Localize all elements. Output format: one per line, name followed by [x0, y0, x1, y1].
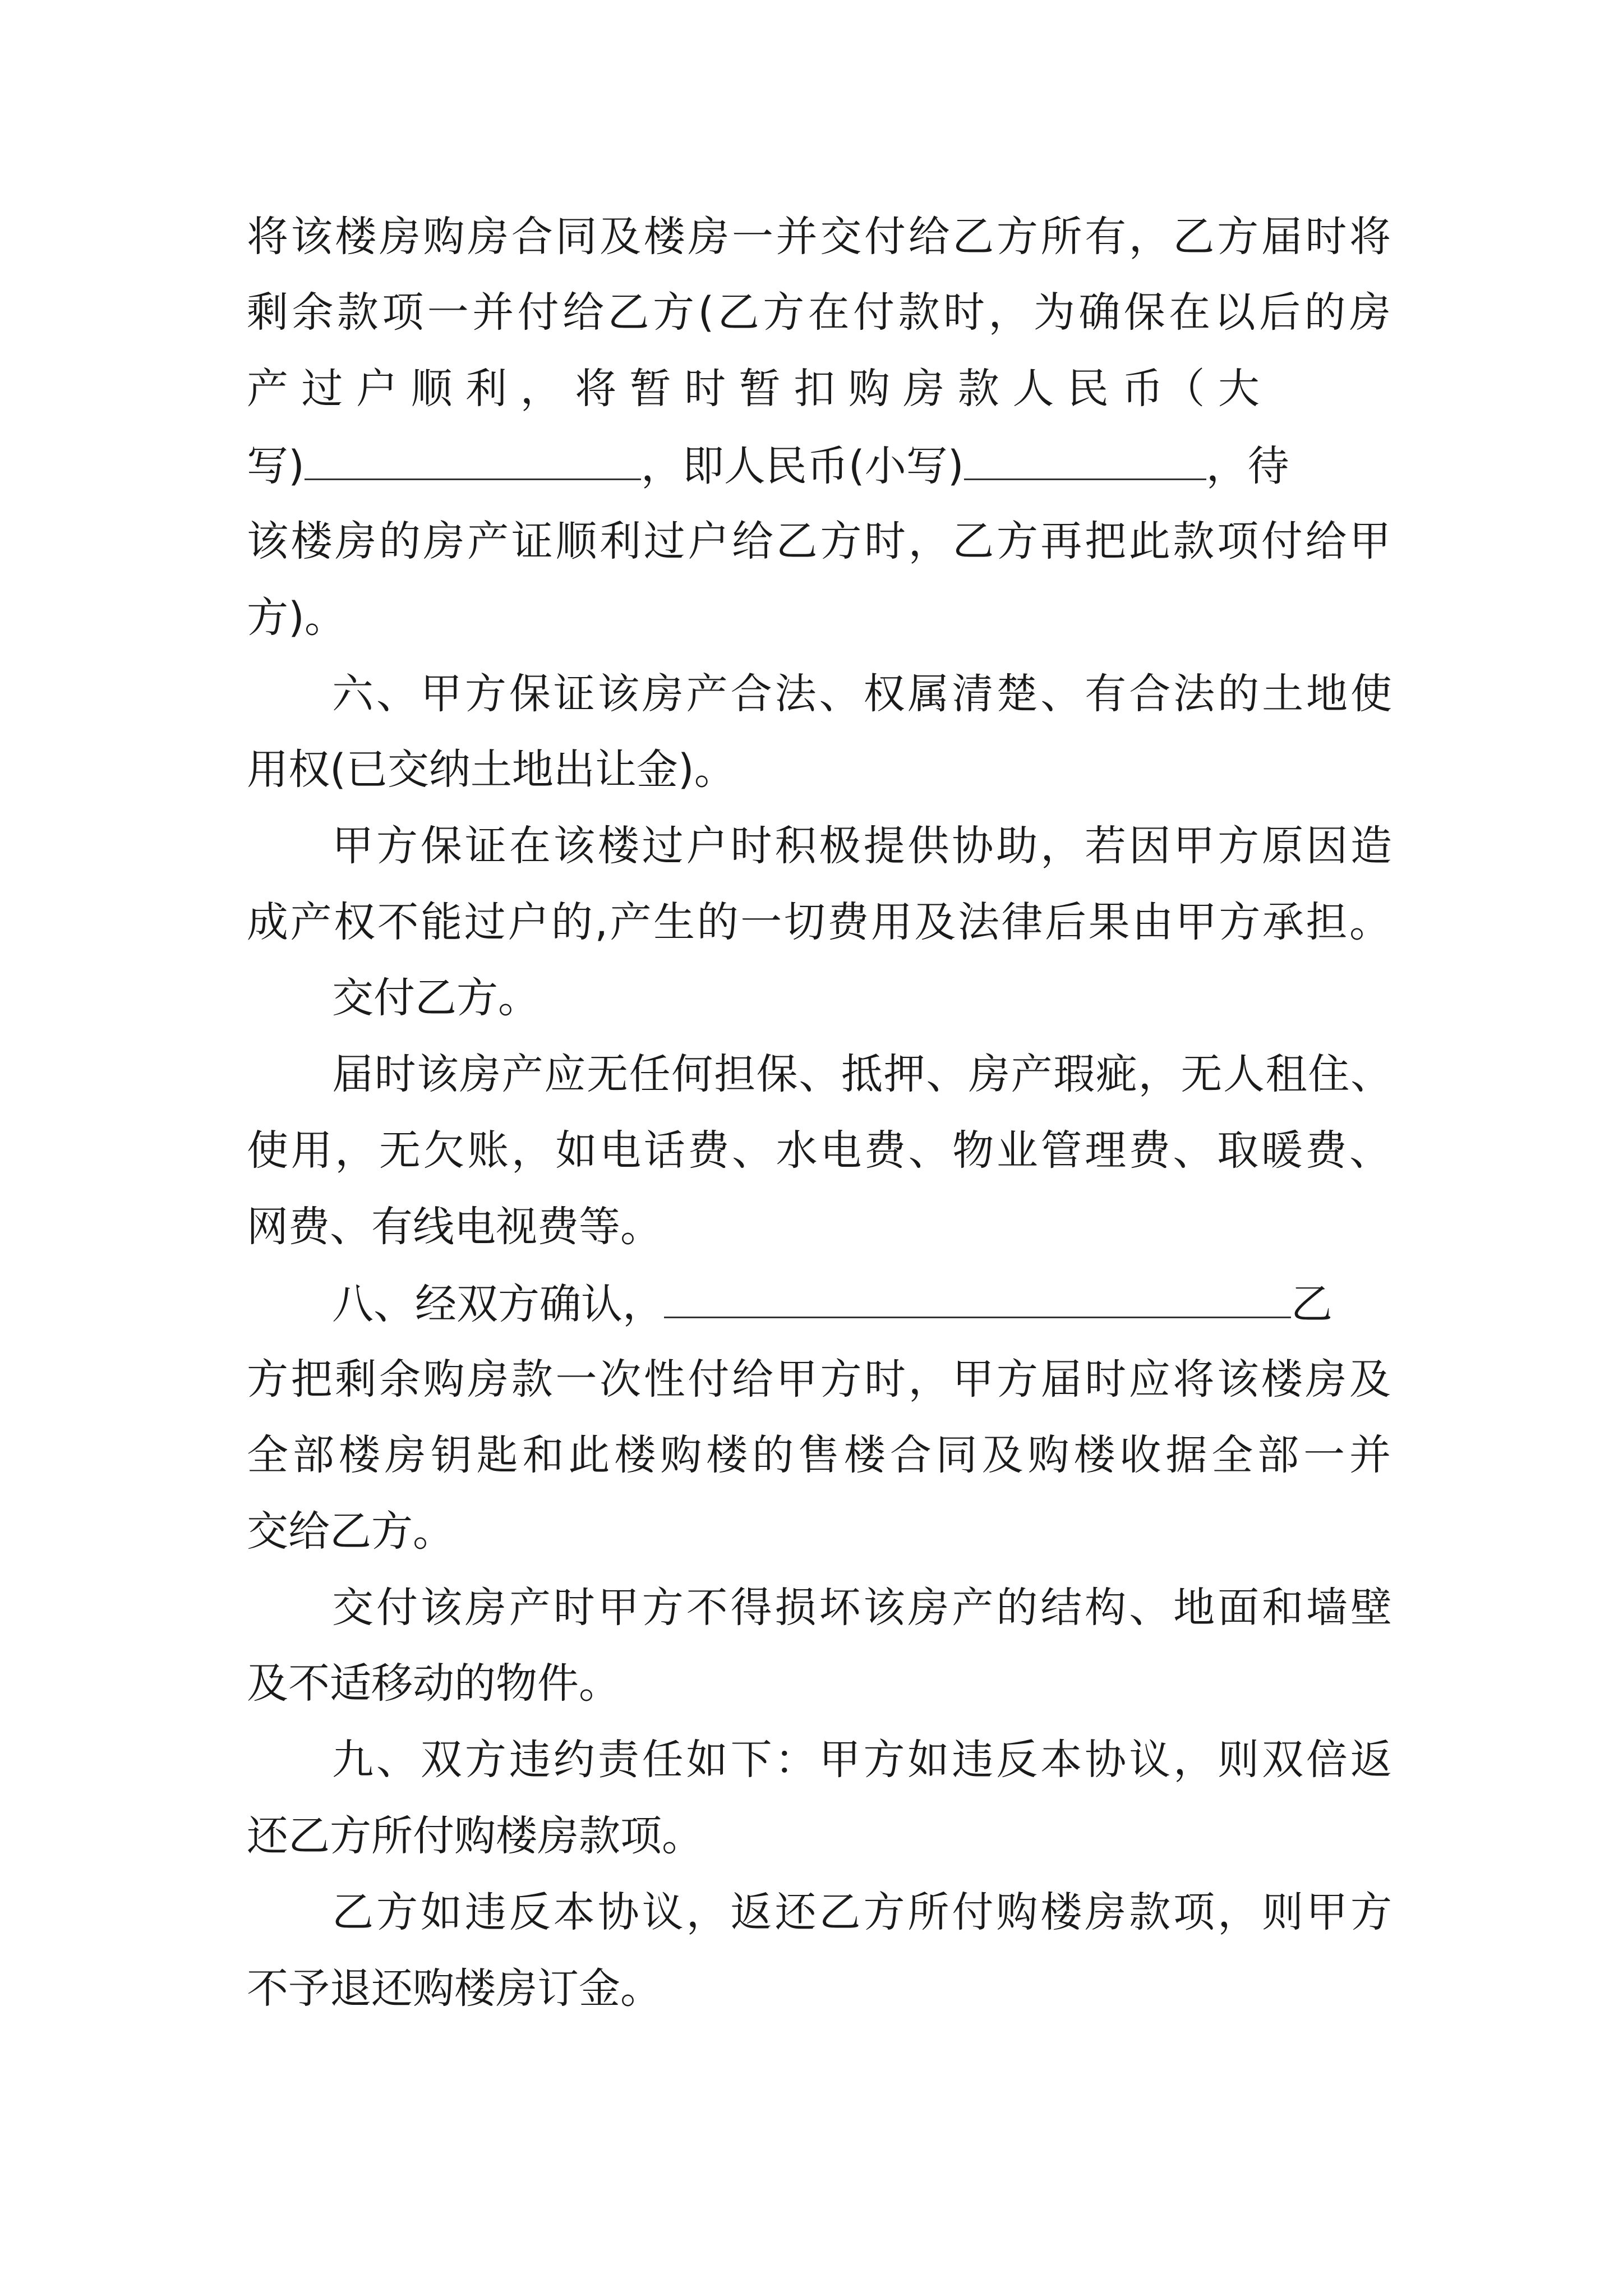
text-line: 产 过 户 顺 利 ， 将 暂 时 暂 扣 购 房 款 人 民 币（ 大 [247, 365, 1260, 413]
text-line: 交付乙方。 [332, 974, 540, 1022]
text-line: 六、甲方保证该房产合法、权属清楚、有合法的土地使 [332, 670, 1392, 718]
text-line: 该楼房的房产证顺利过户给乙方时，乙方再把此款项付给甲 [247, 517, 1391, 565]
text-line: 届时该房产应无任何担保、抵押、房产瑕疵，无人租住、 [332, 1050, 1392, 1098]
fill-in-blank-confirmation[interactable] [664, 1275, 1291, 1318]
text-line: 甲方保证在该楼过户时积极提供协助，若因甲方原因造 [332, 822, 1392, 870]
text-segment: ，待 [1206, 442, 1289, 490]
text-line: 网费、有线电视费等。 [247, 1203, 662, 1251]
text-line: 交给乙方。 [247, 1507, 454, 1556]
fill-in-blank-uppercase-amount[interactable] [305, 437, 641, 480]
text-line: 使用，无欠账，如电话费、水电费、物业管理费、取暖费、 [247, 1126, 1391, 1175]
text-segment: 乙 [1291, 1280, 1332, 1328]
text-line-with-blank [332, 1275, 1392, 1332]
text-line: 不予退还购楼房订金。 [247, 1964, 662, 2013]
text-line: 交付该房产时甲方不得损坏该房产的结构、地面和墙壁 [332, 1584, 1392, 1632]
text-line: 全部楼房钥匙和此楼购楼的售楼合同及购楼收据全部一并 [247, 1431, 1391, 1479]
text-line: 用权(已交纳土地出让金)。 [247, 746, 736, 794]
text-line: 成产权不能过户的,产生的一切费用及法律后果由甲方承担。 [247, 898, 1391, 946]
text-line: 还乙方所付购楼房款项。 [247, 1812, 703, 1860]
text-segment: 八、经双方确认， [332, 1280, 664, 1328]
text-line: 及不适移动的物件。 [247, 1659, 620, 1708]
text-line: 剩余款项一并付给乙方(乙方在付款时，为确保在以后的房 [247, 288, 1391, 337]
text-segment: ，即人民币(小写) [640, 442, 964, 490]
text-segment: 写) [247, 442, 305, 490]
text-line: 方把剩余购房款一次性付给甲方时，甲方届时应将该楼房及 [247, 1355, 1391, 1404]
text-line-with-blanks [247, 437, 1391, 494]
text-line: 乙方如违反本协议，返还乙方所付购楼房款项，则甲方 [332, 1888, 1392, 1936]
text-line: 方)。 [247, 593, 346, 642]
fill-in-blank-lowercase-amount[interactable] [964, 437, 1206, 480]
text-line: 将该楼房购房合同及楼房一并交付给乙方所有，乙方届时将 [247, 213, 1391, 261]
text-line: 九、双方违约责任如下：甲方如违反本协议，则双倍返 [332, 1736, 1392, 1784]
